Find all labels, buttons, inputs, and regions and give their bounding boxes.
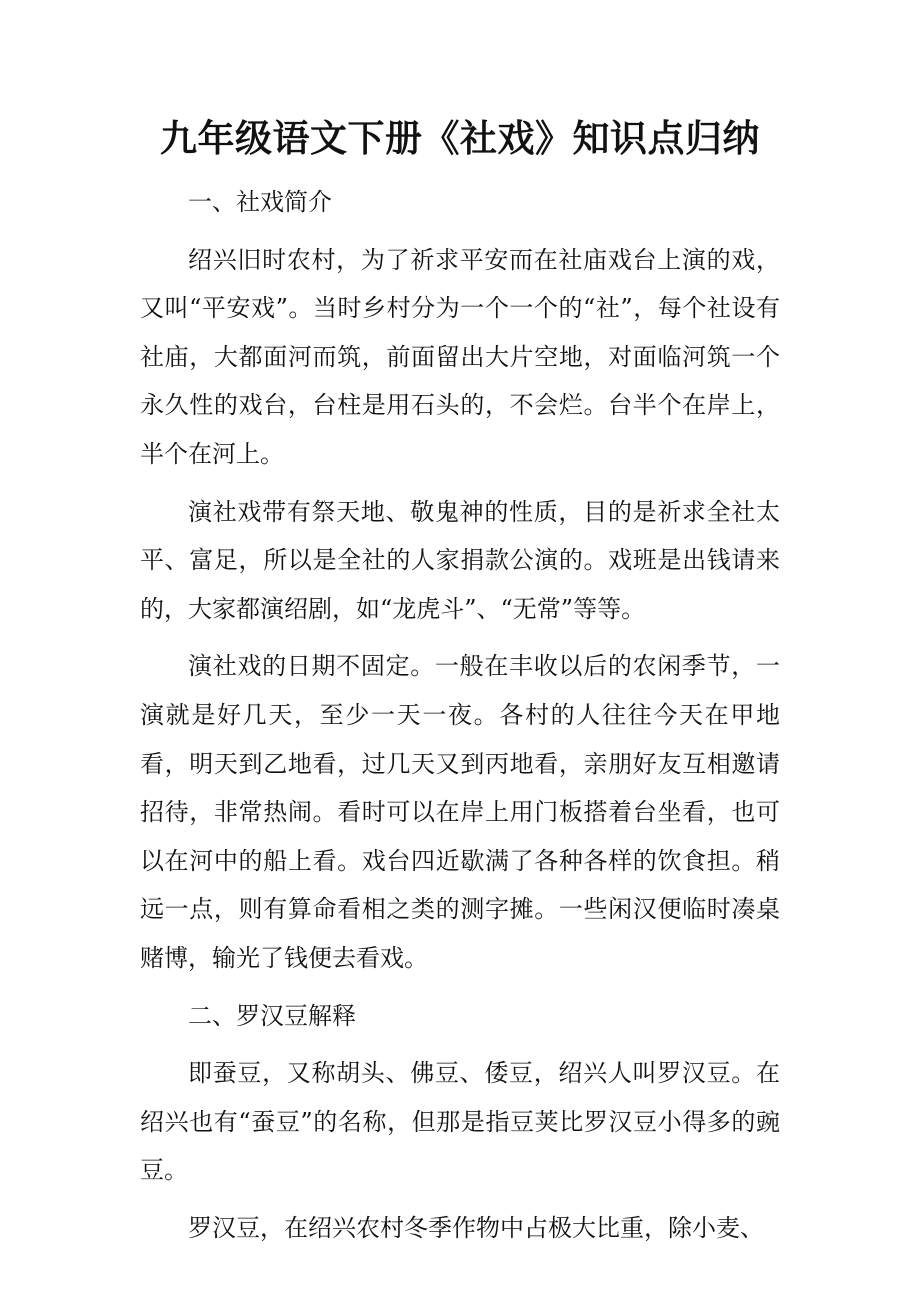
section-heading-luohan-beans: 二、罗汉豆解释 xyxy=(188,1001,356,1030)
paragraph: 罗汉豆，在绍兴农村冬季作物中占极大比重，除小麦、 xyxy=(188,1213,764,1242)
document-title: 九年级语文下册《社戏》知识点归纳 xyxy=(160,116,760,160)
paragraph: 演社戏带有祭天地、敬鬼神的性质，目的是祈求全社太平、富足，所以是全社的人家捐款公演的。戏班是出钱请来的，大家都演绍剧，如“龙虎斗”、“无常”等等。 xyxy=(140,497,780,623)
section-heading-intro: 一、社戏简介 xyxy=(188,188,332,216)
document-body xyxy=(140,178,780,1252)
paragraph: 即蚕豆，又称胡头、佛豆、倭豆，绍兴人叫罗汉豆。在绍兴也有“蚕豆”的名称，但那是指豆荚比罗汉豆小得多的豌豆。 xyxy=(140,1059,780,1185)
paragraph: 绍兴旧时农村，为了祈求平安而在社庙戏台上演的戏，又叫“平安戏”。当时乡村分为一个一个的“社”，每个社设有社庙，大都面河而筑，前面留出大片空地，对面临河筑一个永久性的戏台，台柱是用石头的，不会烂。台半个在岸上，半个在河上。 xyxy=(140,245,780,468)
paragraph: 演社戏的日期不固定。一般在丰收以后的农闲季节，一演就是好几天，至少一天一夜。各村的人往往今天在甲地看，明天到乙地看，过几天又到丙地看，亲朋好友互相邀请招待，非常热闹。看时可以在岸上用门板搭着台坐看，也可以在河中的船上看。戏台四近歇满了各种各样的饮食担。稍远一点，则有算命看相之类的测字摊。一些闲汉便临时凑桌赌博，输光了钱便去看戏。 xyxy=(140,652,780,972)
